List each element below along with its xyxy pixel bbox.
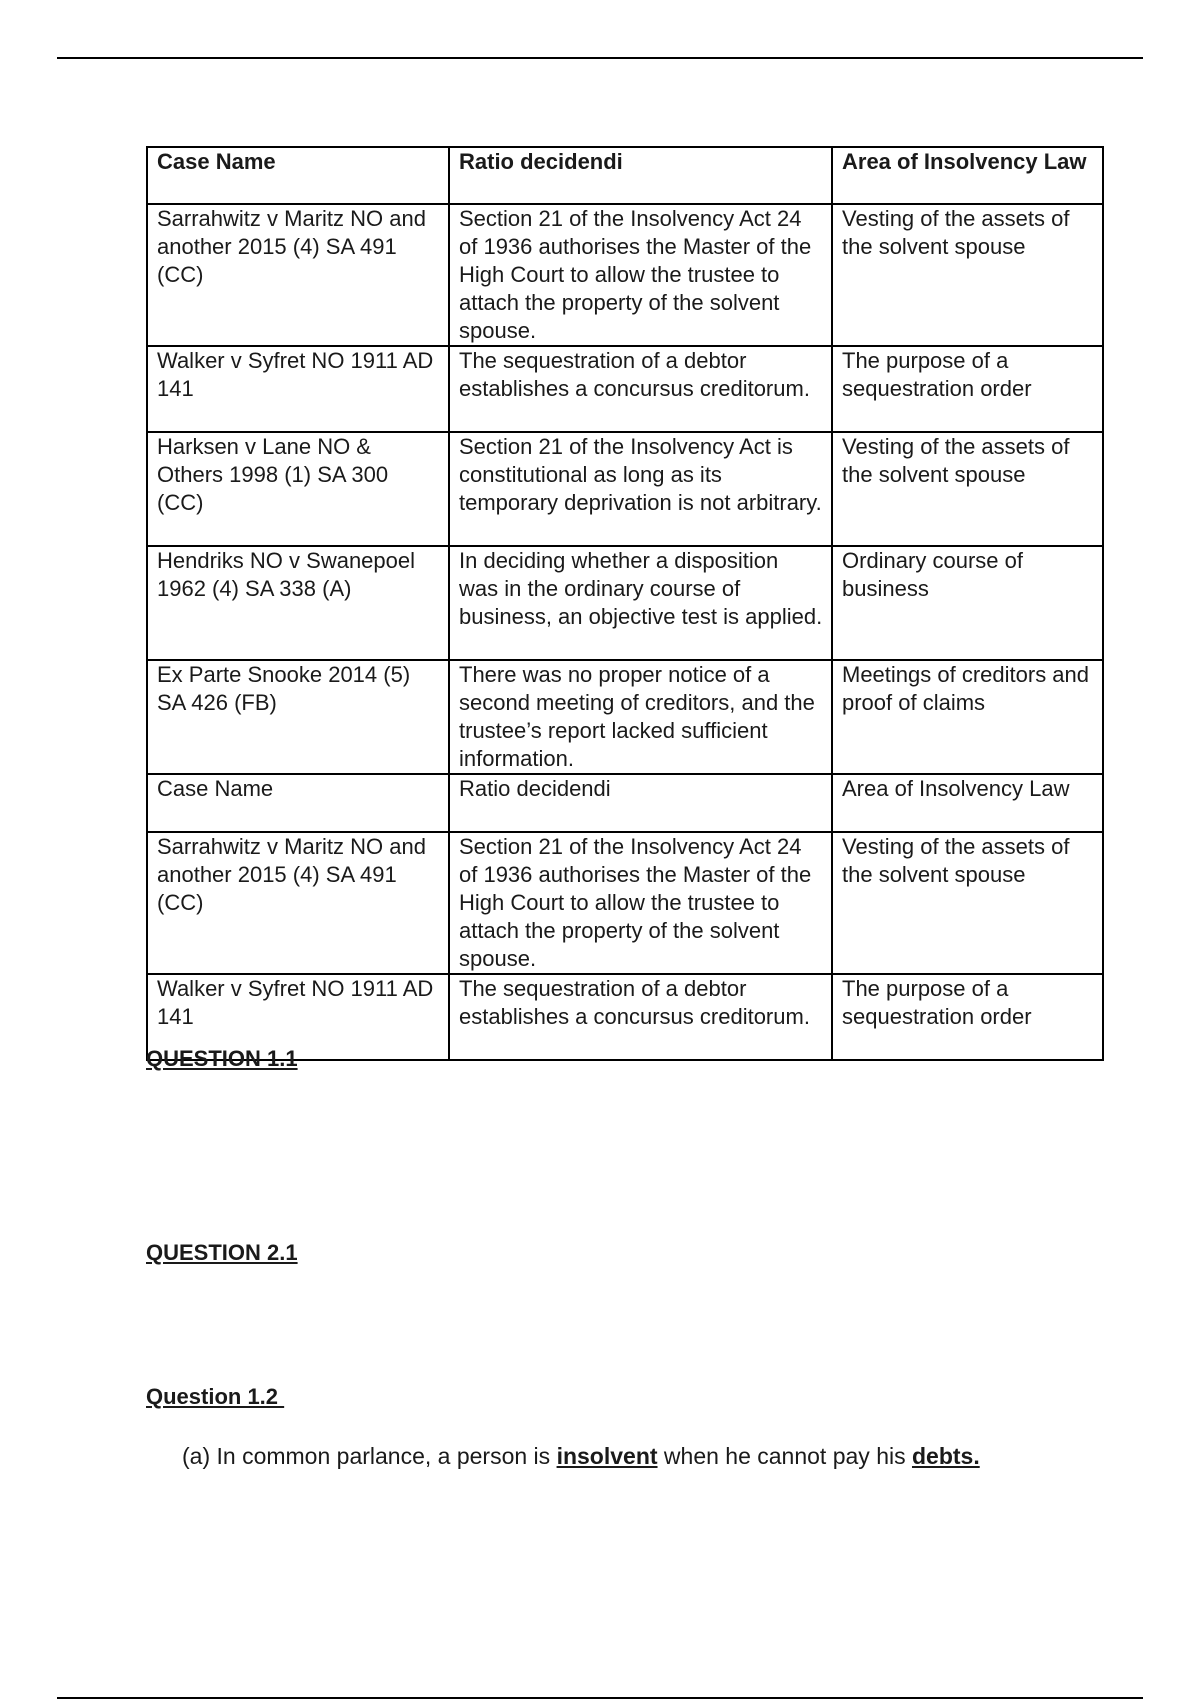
case-table [146,146,1104,1061]
header-area-of-law: Area of Insolvency Law [832,147,1103,204]
question-1-1-heading: QUESTION 1.1 [146,1046,298,1071]
keyword-debts: debts. [911,1443,980,1469]
area-cell: The purpose of a sequestration order [832,346,1103,432]
ratio-cell: Ratio decidendi [449,774,832,832]
ratio-cell: The sequestration of a debtor establishes a concursus creditorum. [449,974,832,1060]
table-row [147,432,1103,546]
header-case-name: Case Name [147,147,449,204]
area-cell: The purpose of a sequestration order [832,974,1103,1060]
footer-rule [57,1697,1143,1699]
ratio-cell: In deciding whether a disposition was in the ordinary course of business, an objective test is applied. [449,546,832,660]
area-cell: Vesting of the assets of the solvent spouse [832,204,1103,346]
area-cell: Area of Insolvency Law [832,774,1103,832]
table-row [147,832,1103,974]
question-1-2-heading: Question 1.2 [146,1384,285,1409]
header-rule [57,57,1143,59]
question-2-1-heading: QUESTION 2.1 [146,1240,298,1265]
table-row [147,346,1103,432]
table-row [147,546,1103,660]
case-name-cell: Case Name [147,774,449,832]
area-cell: Vesting of the assets of the solvent spouse [832,832,1103,974]
ratio-cell: Section 21 of the Insolvency Act is constitutional as long as its temporary deprivation is not arbitrary. [449,432,832,546]
case-name-cell: Harksen v Lane NO & Others 1998 (1) SA 300 (CC) [147,432,449,546]
ratio-cell: Section 21 of the Insolvency Act 24 of 1936 authorises the Master of the High Court to allow the trustee to attach the property of the solvent spouse. [449,204,832,346]
case-name-cell: Sarrahwitz v Maritz NO and another 2015 (4) SA 491 (CC) [147,204,449,346]
table-row [147,660,1103,774]
answer-paragraph [182,1443,980,1470]
area-cell: Meetings of creditors and proof of claims [832,660,1103,774]
table-header-row [147,147,1103,204]
keyword-insolvent: insolvent [556,1443,658,1469]
case-name-cell: Walker v Syfret NO 1911 AD 141 [147,346,449,432]
area-cell: Vesting of the assets of the solvent spouse [832,432,1103,546]
case-name-cell: Ex Parte Snooke 2014 (5) SA 426 (FB) [147,660,449,774]
header-ratio-decidendi: Ratio decidendi [449,147,832,204]
paragraph-middle: when he cannot pay his [657,1443,912,1469]
case-name-cell: Hendriks NO v Swanepoel 1962 (4) SA 338 (A) [147,546,449,660]
case-name-cell: Walker v Syfret NO 1911 AD 141 [147,974,449,1060]
paragraph-prefix: (a) In common parlance, a person is [182,1443,557,1469]
ratio-cell: Section 21 of the Insolvency Act 24 of 1936 authorises the Master of the High Court to allow the trustee to attach the property of the solvent spouse. [449,832,832,974]
ratio-cell: There was no proper notice of a second meeting of creditors, and the trustee’s report lacked sufficient information. [449,660,832,774]
ratio-cell: The sequestration of a debtor establishes a concursus creditorum. [449,346,832,432]
table-row [147,774,1103,832]
table-row [147,204,1103,346]
area-cell: Ordinary course of business [832,546,1103,660]
case-name-cell: Sarrahwitz v Maritz NO and another 2015 (4) SA 491 (CC) [147,832,449,974]
